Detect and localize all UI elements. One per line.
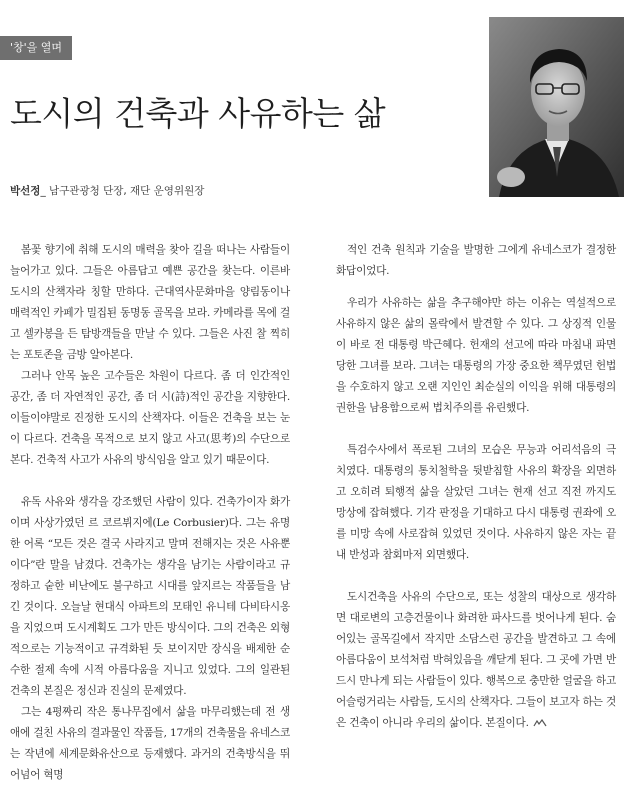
- paragraph: 그러나 안목 높은 고수들은 차원이 다르다. 좀 더 인간적인 공간, 좀 더 자연적인 공간, 좀 더 시(詩)적인 공간을 지향한다. 이들이야말로 진정한 도시의 산책자다. 이들은 건축을 보는 눈이 다르다. 건축을 목적으로 보지 않고 사고(思考)의 수단으로 본다. 건축적 사고가 사유의 방식임을 알고 있기 때문이다.: [10, 370, 290, 466]
- paragraph: 그는 4평짜리 작은 통나무집에서 삶을 마무리했는데 전 생애에 걸친 사유의 결과물인 작품들, 17개의 건축물을 유네스코는 작년에 세계문화유산으로 등재했다. 과거의 건축방식을 뛰어넘어 혁명: [10, 706, 290, 781]
- paragraph-gap: [336, 282, 616, 293]
- section-tag: '창'을 열며: [0, 36, 72, 60]
- right-column: [336, 240, 616, 734]
- end-mark-icon: [533, 719, 547, 727]
- paragraph-gap: [336, 419, 616, 440]
- paragraph: 적인 건축 원칙과 기술을 발명한 그에게 유네스코가 결정한 화답이었다.: [336, 244, 616, 277]
- author-byline: [10, 183, 204, 198]
- portrait-image: [489, 17, 624, 197]
- author-name: 박선정: [10, 185, 41, 197]
- paragraph-gap: [10, 471, 290, 492]
- paragraph: 특검수사에서 폭로된 그녀의 모습은 무능과 어리석음의 극치였다. 대통령의 통치철학을 뒷받침할 사유의 확장을 외면하고 오히려 퇴행적 삶을 살았던 그녀는 현재 선고 직전 까지도 망상에 잡혀했다. 기각 판정을 기대하고 다시 대통령 권좌에 오를 미망 속에 사로잡혀 있었던 것이다. 사유하지 않은 자는 끝내 반성과 참회마저 외면했다.: [336, 444, 616, 561]
- paragraph-gap: [336, 566, 616, 587]
- article-title: 도시의 건축과 사유하는 삶: [10, 94, 386, 133]
- paragraph-text: 도시건축을 사유의 수단으로, 또는 성찰의 대상으로 생각하면 대로변의 고층건물이나 화려한 파사드를 벗어나게 된다. 숨어있는 골목길에서 작지만 소담스런 공간을 발견하고 그 속에 아름다움이 보석처럼 박혀있음을 깨닫게 된다. 그 곳에 가면 반드시 만나게 되는 사람들이 있다. 행복으로 충만한 얼굴을 하고 어슬렁거리는 사람들, 도시의 산책자다. 그들이 보고자 하는 것은 건축이 아니라 우리의 삶이다. 본질이다.: [336, 591, 616, 729]
- author-photo: [489, 17, 624, 197]
- paragraph: 봄꽃 향기에 취해 도시의 매력을 찾아 길을 떠나는 사람들이 늘어가고 있다. 그들은 아름답고 예쁜 공간을 찾는다. 이른바 도시의 산책자라 칭할 만하다. 근대역사문화마을 양림동이나 매력적인 카페가 밀집된 동명동 골목을 보라. 카메라를 목에 걸고 셀카봉을 든 탐방객들을 만날 수 있다. 그들은 사진 찰 찍히는 포토존을 금방 알아본다.: [10, 244, 290, 361]
- left-column: [10, 240, 290, 786]
- paragraph: 우리가 사유하는 삶을 추구해야만 하는 이유는 역설적으로 사유하지 않은 삶의 몰락에서 발견할 수 있다. 그 상징적 인물이 바로 전 대통령 박근혜다. 헌재의 선고에 따라 마침내 파면당한 그녀를 보라. 그녀는 대통령의 가장 중요한 책무였던 헌법을 수호하지 않고 오랜 지인인 최순실의 이익을 위해 대통령의 권한을 남용함으로써 법치주의를 유린했다.: [336, 297, 616, 414]
- author-role: 남구관광청 단장, 재단 운영위원장: [45, 185, 205, 197]
- paragraph: 유독 사유와 생각을 강조했던 사람이 있다. 건축가이자 화가이며 사상가였던 르 코르뷔지에(Le Corbusier)다. 그는 유명한 어록 “모든 것은 결국 사라지고 말며 전해지는 것은 사유뿐이다”란 말을 남겼다. 건축가는 생각을 남기는 사람이라고 규정하고 숱한 비난에도 불구하고 시대를 앞지르는 작품들을 남긴 것이다. 오늘날 현대식 아파트의 모태인 유니테 다비타시옹을 지었으며 도시계획도 그가 만든 방식이다. 그의 건축은 외형적으로는 기능적이고 규격화된 듯 보이지만 장식을 배제한 순수한 절제 속에 시적 아름다움을 지니고 있었다. 그의 일관된 건축의 본질은 정신과 진실의 문제였다.: [10, 496, 290, 697]
- author-separator: _: [40, 185, 46, 197]
- paragraph: [336, 587, 616, 734]
